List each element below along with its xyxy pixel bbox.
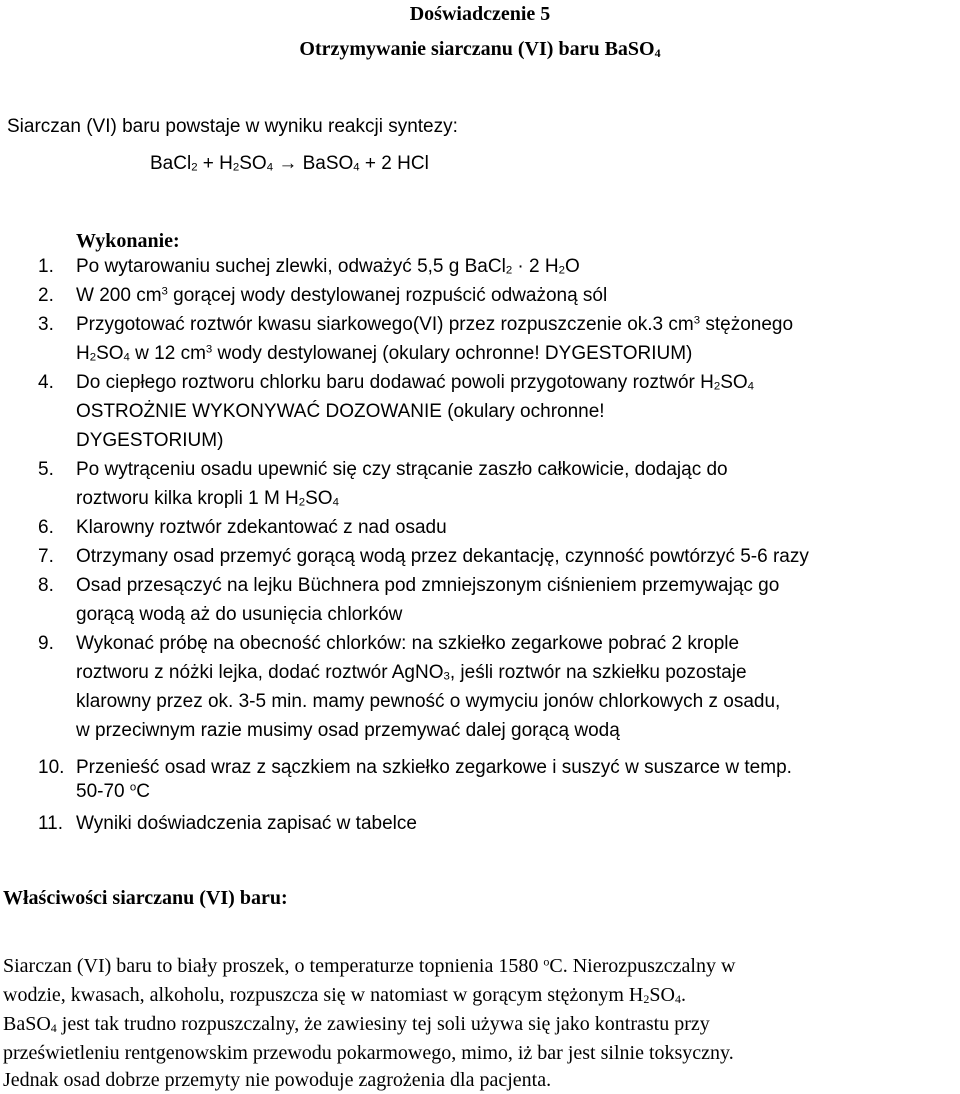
step-3-line-2: $H_2SO_4$ w 12 $cm^3$ wody destylowanej (okulary ochronne! DYGESTORIUM) bbox=[76, 343, 693, 364]
page-subtitle: Otrzymywanie siarczanu (VI) baru BaSO$_4$ bbox=[299, 38, 661, 60]
step-9-line-3: klarowny przez ok. 3-5 min. mamy pewność o wymyciu jonów chlorkowych z osadu, bbox=[76, 691, 781, 712]
properties-heading: Właściwości siarczanu (VI) baru: bbox=[3, 887, 288, 909]
procedure-heading: Wykonanie: bbox=[76, 230, 180, 252]
page-title: Doświadczenie 5 bbox=[409, 3, 551, 25]
step-8-line-2: gorącą wodą aż do usunięcia chlorków bbox=[76, 604, 403, 625]
step-9-line-2: roztworu z nóżki lejka, dodać roztwór AgNO$_3$, jeśli roztwór na szkiełku pozostaje bbox=[76, 662, 747, 683]
properties-line-4: prześwietleniu rentgenowskim przewodu pokarmowego, mimo, iż bar jest silnie toksyczny. bbox=[3, 1042, 734, 1064]
step-10-line-2: 50-70 $^o$C bbox=[76, 781, 150, 802]
properties-line-1: Siarczan (VI) baru to biały proszek, o temperaturze topnienia 1580 $^o$C. Nierozpuszczalny w bbox=[3, 954, 736, 977]
properties-line-3: BaSO$_4$ jest tak trudno rozpuszczalny, że zawiesiny tej soli używa się jako kontrastu przy bbox=[3, 1013, 710, 1035]
properties-line-2: wodzie, kwasach, alkoholu, rozpuszcza się w natomiast w gorącym stężonym $H_2SO_4$. bbox=[3, 984, 686, 1006]
properties-line-5: Jednak osad dobrze przemyty nie powoduje zagrożenia dla pacjenta. bbox=[3, 1069, 552, 1091]
step-9-line-4: w przeciwnym razie musimy osad przemywać dalej gorącą wodą bbox=[76, 720, 620, 741]
intro-text: Siarczan (VI) baru powstaje w wyniku reakcji syntezy: bbox=[7, 116, 458, 137]
step-4-line-3: DYGESTORIUM) bbox=[76, 430, 224, 451]
step-5-line-2: roztworu kilka kropli 1 M $H_2SO_4$ bbox=[76, 488, 339, 509]
step-4-line-2: OSTROŻNIE WYKONYWAĆ DOZOWANIE (okulary ochronne! bbox=[76, 401, 605, 422]
reaction-equation: BaCl$_2$ + $H_2SO_4$ → BaSO$_4$ + 2 HCl bbox=[150, 153, 429, 174]
